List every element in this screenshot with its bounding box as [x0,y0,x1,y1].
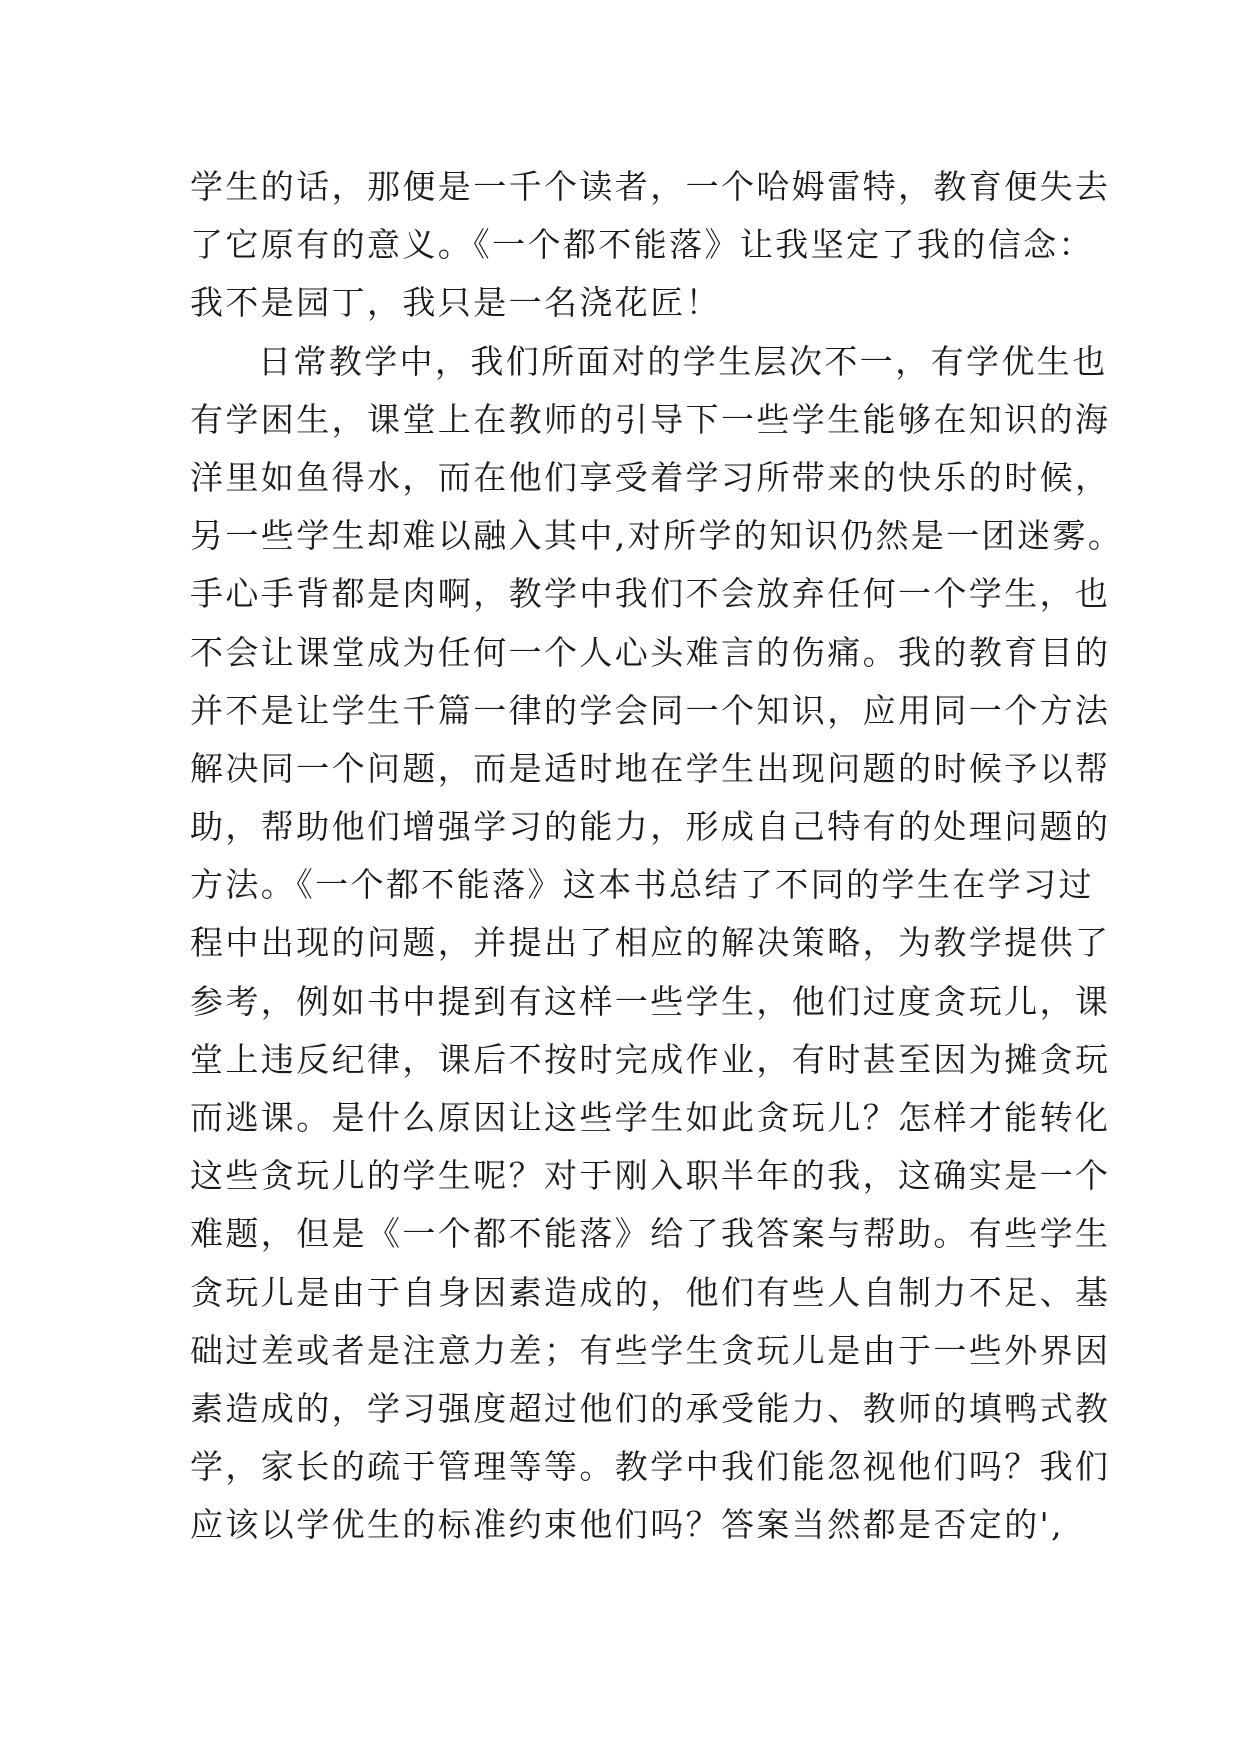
text-line: 素造成的，学习强度超过他们的承受能力、教师的填鸭式教 [190,1388,1111,1428]
text-line: 并不是让学生千篇一律的学会同一个知识，应用同一个方法 [190,690,1111,730]
text-line: 方法。《一个都不能落》这本书总结了不同的学生在学习过 [190,865,1094,905]
text-line: 洋里如鱼得水，而在他们享受着学习所带来的快乐的时候， [190,457,1111,497]
text-line: 贪玩儿是由于自身因素造成的，他们有些人自制力不足、基 [190,1272,1111,1312]
text-line: 这些贪玩儿的学生呢？对于刚入职半年的我，这确实是一个 [190,1156,1111,1196]
text-line: 础过差或者是注意力差；有些学生贪玩儿是由于一些外界因 [190,1330,1111,1370]
text-line: 我不是园丁，我只是一名浇花匠！ [190,283,721,323]
text-line: 堂上违反纪律，课后不按时完成作业，有时甚至因为摊贪玩 [190,1039,1111,1079]
text-line: 有学困生，课堂上在教师的引导下一些学生能够在知识的海 [190,399,1111,439]
text-line: 学生的话，那便是一千个读者，一个哈姆雷特，教育便失去 [190,167,1111,206]
text-line: 助，帮助他们增强学习的能力，形成自己特有的处理问题的 [190,807,1111,847]
text-line: 程中出现的问题，并提出了相应的解决策略，为教学提供了 [190,923,1111,963]
text-line: 参考，例如书中提到有这样一些学生，他们过度贪玩儿，课 [190,981,1111,1021]
text-line: 另一些学生却难以融入其中,对所学的知识仍然是一团迷雾。 [190,516,1124,556]
text-line: 学，家长的疏于管理等等。教学中我们能忽视他们吗？我们 [190,1447,1111,1487]
text-line: 而逃课。是什么原因让这些学生如此贪玩儿？怎样才能转化 [190,1098,1111,1137]
text-line: 手心手背都是肉啊，教学中我们不会放弃任何一个学生，也 [190,574,1111,614]
paragraph-start-line: 日常教学中，我们所面对的学生层次不一，有学优生也 [258,341,1108,381]
text-line: 难题，但是《一个都不能落》给了我答案与帮助。有些学生 [190,1214,1111,1254]
body-text [190,158,1124,1555]
text-line: 了它原有的意义。《一个都不能落》让我坚定了我的信念： [190,225,1094,265]
text-line: 应该以学优生的标准约束他们吗？答案当然都是否定的', [190,1505,1064,1545]
text-line: 解决同一个问题，而是适时地在学生出现问题的时候予以帮 [190,748,1111,788]
text-line: 不会让课堂成为任何一个人心头难言的伤痛。我的教育目的 [190,632,1111,672]
